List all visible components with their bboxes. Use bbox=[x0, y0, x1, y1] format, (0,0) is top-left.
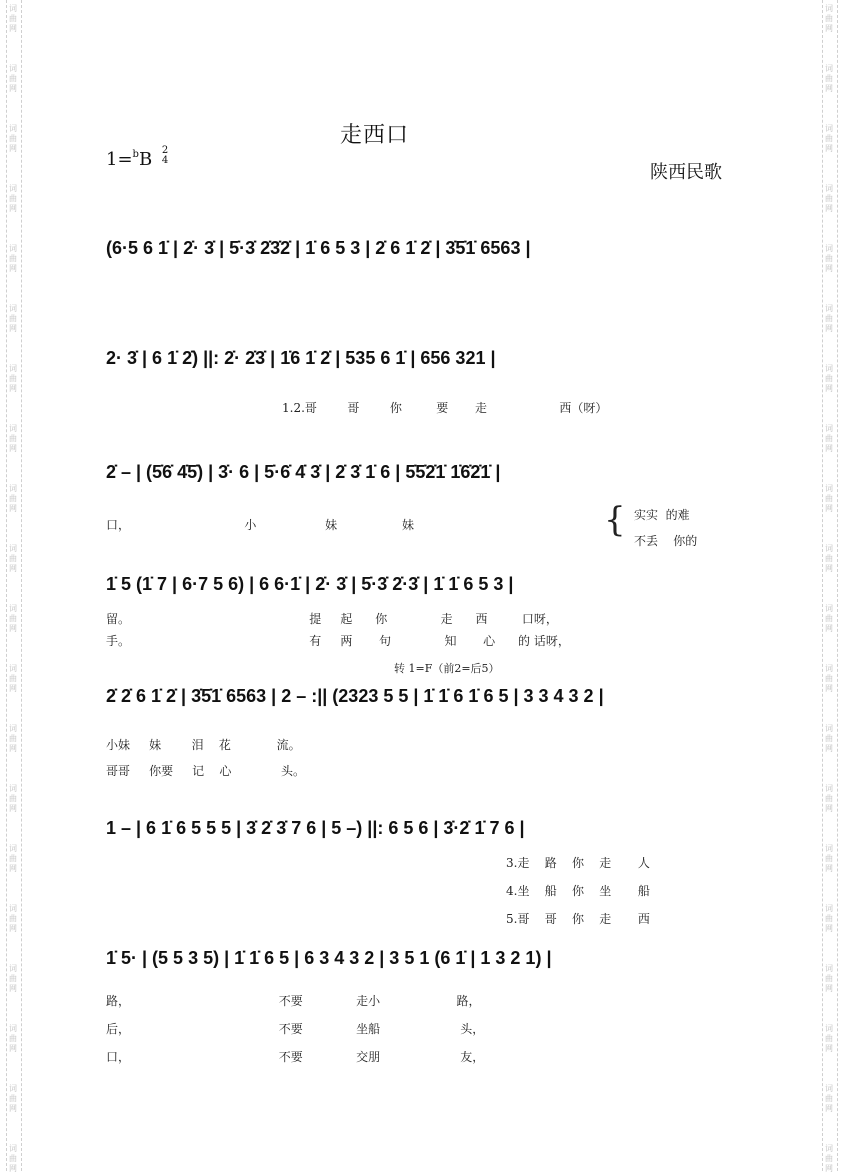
modulation-marking: 转 1=F（前2=后5） bbox=[394, 662, 500, 675]
margin-watermark-mark: 词 曲 网 bbox=[9, 424, 17, 453]
margin-watermark-mark: 词 曲 网 bbox=[825, 1084, 833, 1113]
margin-watermark-mark: 词 曲 网 bbox=[9, 724, 17, 753]
notation-line-4 bbox=[106, 564, 736, 606]
verse-brace: { bbox=[604, 500, 626, 540]
notation-line-5 bbox=[106, 676, 736, 718]
margin-watermark-mark: 词 曲 网 bbox=[825, 1024, 833, 1053]
margin-watermark-mark: 词 曲 网 bbox=[825, 184, 833, 213]
margin-watermark-mark: 词 曲 网 bbox=[825, 544, 833, 573]
notation-line-3 bbox=[106, 452, 736, 494]
margin-watermark-mark: 词 曲 网 bbox=[825, 244, 833, 273]
margin-watermark-mark: 词 曲 网 bbox=[825, 844, 833, 873]
lyric-line: 留。 提 起 你 走 西 口呀， bbox=[106, 612, 558, 626]
margin-watermark-mark: 词 曲 网 bbox=[825, 1144, 833, 1173]
lyric-line: 4.坐 船 你 坐 船 bbox=[506, 884, 650, 898]
notation-text: (6·5 6 1̇ | 2̇· 3̇ | 5̇·3̇ 2̇3̇2̇ | 1̇ 6 5 3 | 2̇ 6 1̇ 2̇ | 3̇5̇1̇ 6563 | bbox=[106, 238, 531, 258]
song-title: 走西口 bbox=[340, 123, 410, 148]
margin-watermark-mark: 词 曲 网 bbox=[9, 1144, 17, 1173]
lyric-line: 3.走 路 你 走 人 bbox=[506, 856, 650, 870]
margin-watermark-mark: 词 曲 网 bbox=[825, 424, 833, 453]
margin-watermark-mark: 词 曲 网 bbox=[9, 604, 17, 633]
margin-watermark-mark: 词 曲 网 bbox=[825, 124, 833, 153]
margin-watermark-mark: 词 曲 网 bbox=[9, 304, 17, 333]
notation-text: 1 – | 6 1̇ 6 5 5 5 | 3̇ 2̇ 3̇ 7 6 | 5 –) ||: 6 5 6 | 3̇·2̇ 1̇ 7 6 | bbox=[106, 818, 525, 838]
margin-watermark-mark: 词 曲 网 bbox=[9, 664, 17, 693]
margin-watermark-mark: 词 曲 网 bbox=[9, 4, 17, 33]
margin-watermark-mark: 词 曲 网 bbox=[825, 364, 833, 393]
notation-line-7 bbox=[106, 938, 736, 980]
lyric-line: 5.哥 哥 你 走 西 bbox=[506, 912, 650, 926]
margin-watermark-mark: 词 曲 网 bbox=[9, 1024, 17, 1053]
key-signature bbox=[106, 146, 168, 170]
time-signature bbox=[162, 146, 168, 166]
margin-watermark-mark: 词 曲 网 bbox=[9, 844, 17, 873]
notation-line-2 bbox=[106, 338, 736, 380]
lyric-line: 哥哥 你要 记 心 头。 bbox=[106, 764, 305, 778]
margin-watermark-mark: 词 曲 网 bbox=[9, 484, 17, 513]
key-prefix: 1= bbox=[106, 149, 133, 170]
lyric-line: 口， 不要 交朋 友， bbox=[106, 1050, 485, 1064]
side-lyric: 不丢 你的 bbox=[634, 534, 698, 548]
composer-credit: 陕西民歌 bbox=[650, 162, 722, 183]
lyric-line: 小妹 妹 泪 花 流。 bbox=[106, 738, 301, 752]
margin-watermark-mark: 词 曲 网 bbox=[825, 304, 833, 333]
margin-watermark-mark: 词 曲 网 bbox=[9, 964, 17, 993]
lyric-line: 1.2.哥 哥 你 要 走 西（呀） bbox=[282, 401, 608, 415]
notation-text: 1̇ 5 (1̇ 7 | 6·7 5 6) | 6 6·1̇ | 2̇· 3̇ | 5̇·3̇ 2̇·3̇ | 1̇ 1̇ 6 5 3 | bbox=[106, 574, 514, 594]
notation-line-6 bbox=[106, 808, 736, 850]
key-note: B bbox=[138, 149, 153, 170]
lyric-line: 路， 不要 走小 路， bbox=[106, 994, 481, 1008]
margin-watermark-mark: 词 曲 网 bbox=[825, 484, 833, 513]
margin-watermark-mark: 词 曲 网 bbox=[9, 904, 17, 933]
margin-watermark-mark: 词 曲 网 bbox=[825, 664, 833, 693]
margin-watermark-mark: 词 曲 网 bbox=[9, 184, 17, 213]
side-lyric: 实实 的难 bbox=[634, 508, 690, 522]
notation-text: 2̇ – | (5̇6̇ 4̇5̇) | 3̇· 6 | 5̇·6̇ 4̇ 3̇ | 2̇ 3̇ 1̇ 6 | 5̇5̇2̇1̇ 1̇6̇2̇1̇ | bbox=[106, 462, 501, 482]
margin-watermark-mark: 词 曲 网 bbox=[825, 724, 833, 753]
right-margin-strip bbox=[822, 0, 838, 1171]
margin-watermark-mark: 词 曲 网 bbox=[9, 784, 17, 813]
margin-watermark-mark: 词 曲 网 bbox=[9, 1084, 17, 1113]
lyric-line: 手。 有 两 句 知 心 的 话呀， bbox=[106, 634, 570, 648]
margin-watermark-mark: 词 曲 网 bbox=[825, 904, 833, 933]
lyric-line: 口， 小 妹 妹 bbox=[106, 518, 414, 532]
notation-text: 2̇ 2̇ 6 1̇ 2̇ | 3̇5̇1̇ 6563 | 2 – :|| (2323 5 5 | 1̇ 1̇ 6 1̇ 6 5 | 3 3 4 3 2 | bbox=[106, 686, 604, 706]
time-bottom: 4 bbox=[161, 155, 169, 166]
margin-watermark-mark: 词 曲 网 bbox=[9, 64, 17, 93]
margin-watermark-mark: 词 曲 网 bbox=[9, 544, 17, 573]
notation-text: 1̇ 5· | (5 5 3 5) | 1̇ 1̇ 6 5 | 6 3 4 3 2 | 3 5 1 (6 1̇ | 1 3 2 1) | bbox=[106, 948, 552, 968]
margin-watermark-mark: 词 曲 网 bbox=[825, 64, 833, 93]
margin-watermark-mark: 词 曲 网 bbox=[825, 784, 833, 813]
margin-watermark-mark: 词 曲 网 bbox=[9, 244, 17, 273]
left-margin-strip bbox=[6, 0, 22, 1171]
time-top: 2 bbox=[161, 145, 169, 156]
notation-line-1 bbox=[106, 228, 736, 270]
margin-watermark-mark: 词 曲 网 bbox=[825, 4, 833, 33]
margin-watermark-mark: 词 曲 网 bbox=[825, 964, 833, 993]
margin-watermark-mark: 词 曲 网 bbox=[9, 124, 17, 153]
key-flat: b bbox=[132, 149, 139, 160]
lyric-line: 后， 不要 坐船 头， bbox=[106, 1022, 485, 1036]
margin-watermark-mark: 词 曲 网 bbox=[9, 364, 17, 393]
margin-watermark-mark: 词 曲 网 bbox=[825, 604, 833, 633]
notation-text: 2· 3̇ | 6 1̇ 2̇) ||: 2̇· 2̇3̇ | 1̇6 1̇ 2̇ | 535 6 1̇ | 656 321 | bbox=[106, 348, 496, 368]
